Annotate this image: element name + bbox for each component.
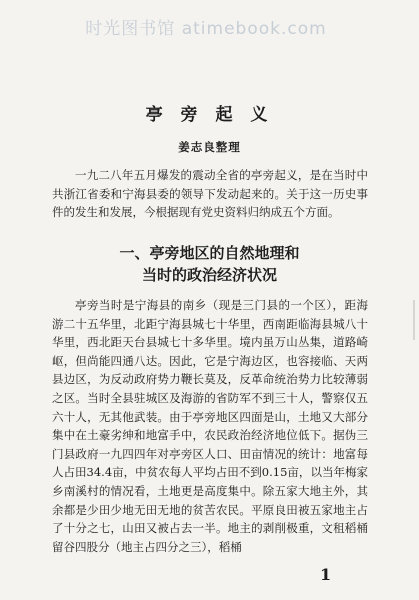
page-edge-mark <box>413 300 415 340</box>
section-heading-line1: 一、亭旁地区的自然地理和 <box>119 244 300 262</box>
author-line: 姜志良整理 <box>178 140 241 154</box>
body-paragraph: 亭旁当时是宁海县的南乡（现是三门县的一个区），距海游二十五华里，北距宁海县城七十华里，西南距临海县城八十华里，西北距天台县城七十多华里。境内虽万山丛集，道路崎岖，但尚能四通八达。因此，它是宁海边区，也容接临、天两县边区，为反动政府势力鞭长莫及，反革命统治势力比较薄弱之区。当时全县驻城区及海游的省防军不到三十人，警察仅五六十人，无其他武装。由于亭旁地区四面是山，土地又大部分集中在土豪劣绅和地富手中，农民政治经济地位低下。据伪三门县政府一九四四年对亭旁区人口、田亩情况的统计：地富每人占田34.4亩，中贫农每人平均占田不到0.15亩，以当年梅家乡南溪村的情况看，土地更是高度集中。除五家大地主外，其余都是少田少地无田无地的贫苦农民。平原良田被五家地主占了十分之七，山田又被占去一半。地主的剥削极重，文租稻桶留谷四股分（地主占四分之三），稻桶 <box>52 298 368 554</box>
page-title: 亭 旁 起 义 <box>145 105 274 125</box>
section-heading-line2: 当时的政治经济状况 <box>141 266 277 284</box>
intro-paragraph: 一九二八年五月爆发的震动全省的亭旁起义，是在当时中共浙江省委和宁海县委的领导下发动起来的。关于这一历史事件的发生和发展，今根据现有党史资料归纳成五个方面。 <box>52 168 368 219</box>
page-number: 1 <box>320 565 332 584</box>
watermark: 时光图书馆 atimebook.com <box>85 19 327 39</box>
